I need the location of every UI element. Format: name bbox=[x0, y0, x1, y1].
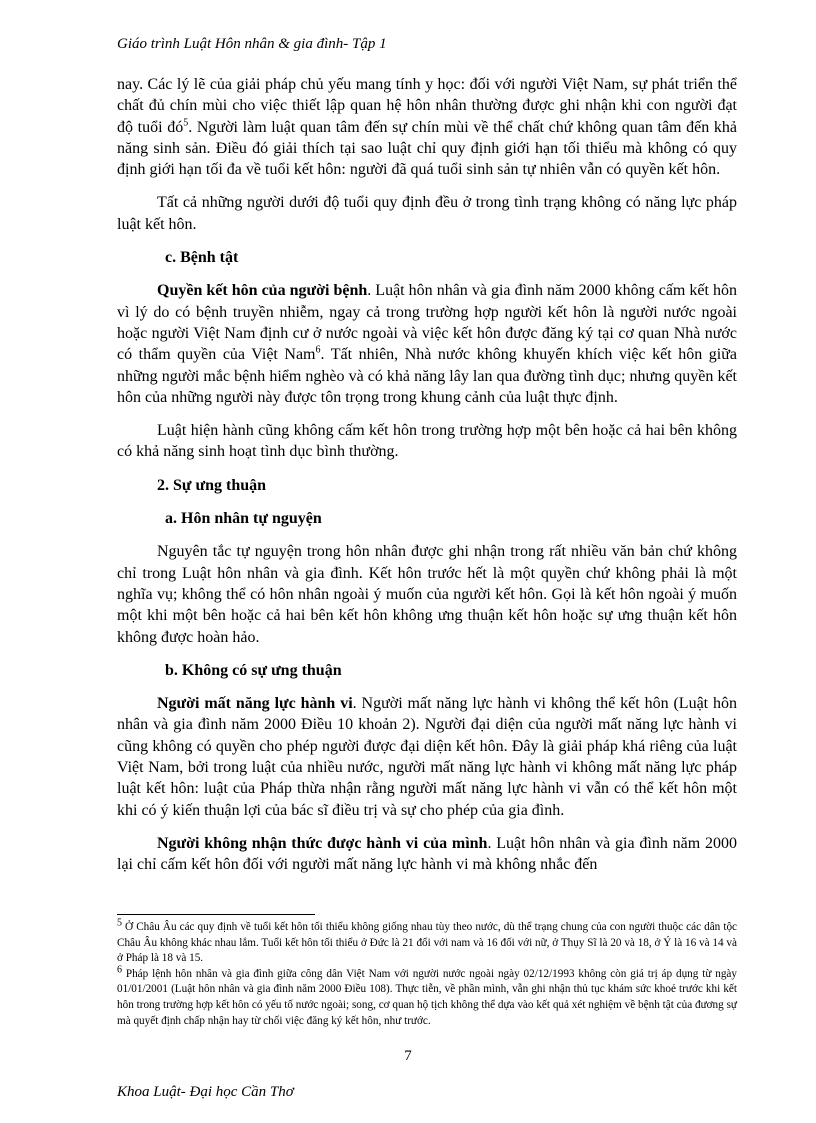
paragraph-age-limit: Tất cả những người dưới độ tuổi quy định đều ở trong tình trạng không có năng lực pháp luật kết hôn. bbox=[117, 194, 737, 233]
paragraph-voluntary: Nguyên tắc tự nguyện trong hôn nhân được ghi nhận trong rất nhiều văn bản chứ không chỉ trong Luật hôn nhân và gia đình. Kết hôn trước hết là một quyền chứ không phải là một nghĩa vụ; không thể có hôn nhân ngoài ý muốn của người kết hôn. Gọi là kết hôn ngoài ý muốn một khi một bên hoặc cả hai bên kết hôn không ưng thuận kết hôn hoặc sự ưng thuận kết hôn không được hoàn hảo. bbox=[117, 543, 737, 646]
footnote-ref-5[interactable]: 5 bbox=[183, 117, 189, 129]
paragraph-lead: Người mất năng lực hành vi bbox=[157, 695, 353, 713]
footnote-divider bbox=[117, 914, 315, 915]
paragraph-incapacity: Người mất năng lực hành vi. Người mất năng lực hành vi không thể kết hôn (Luật hôn nhân và gia đình năm 2000 Điều 10 khoản 2). Người đại diện của người mất năng lực hành vi cũng không có quyền cho phép người được đại diện kết hôn. Đây là giải pháp khá riêng của luật Việt Nam, bởi trong luật của nhiều nước, người mất năng lực hành vi không mất năng lực pháp luật kết hôn: luật của Pháp thừa nhận rằng người mất năng lực hành vi vẫn có thể kết hôn một khi có ý kiến thuận lợi của bác sĩ điều trị và sự cho phép của gia đình. bbox=[117, 695, 738, 819]
paragraph-lead: Người không nhận thức được hành vi của mình bbox=[157, 834, 488, 852]
running-footer: Khoa Luật- Đại học Cần Thơ bbox=[117, 1084, 294, 1100]
heading-2-su-ung-thuan: 2. Sự ưng thuận bbox=[157, 476, 267, 494]
footnote-5: $^5$ Ở Châu Âu các quy định về tuổi kết hôn tối thiểu không giống nhau tùy theo nước, dù thể trạng chung của con người thuộc các dân tộc Châu Âu không khác nhau lắm. Tuổi kết hôn tối thiểu ở Đức là 21 đối với nam và 16 đối với nữ, ở Thụy Sĩ là 20 và 18, ở Ý là 16 và 14 và ở Pháp là 18 và 15. bbox=[117, 917, 737, 965]
footnote-ref-6[interactable]: 6 bbox=[315, 344, 321, 356]
paragraph-lead: Quyền kết hôn của người bệnh bbox=[157, 282, 368, 300]
footnotes bbox=[117, 917, 737, 1029]
page-number: 7 bbox=[404, 1048, 412, 1064]
heading-a-hon-nhan-tu-nguyen: a. Hôn nhân tự nguyện bbox=[165, 510, 322, 528]
paragraph-sick-person: Quyền kết hôn của người bệnh. Luật hôn nhân và gia đình năm 2000 không cấm kết hôn vì lý do có bệnh truyền nhiễm, ngay cả trong trường hợp người kết hôn là người nước ngoài hoặc người Việt Nam định cư ở nước ngoài và việc kết hôn được đăng ký tại cơ quan Nhà nước có thẩm quyền của Việt Nam$^6$. Tất nhiên, Nhà nước không khuyến khích việc kết hôn giữa những người mắc bệnh hiểm nghèo và có khả năng lây lan qua đường tình dục; nhưng quyền kết hôn của những người này được tôn trọng trong khung cảnh của luật thực định. bbox=[117, 282, 738, 406]
paragraph-unaware: Người không nhận thức được hành vi của mình. Luật hôn nhân và gia đình năm 2000 lại chỉ cấm kết hôn đối với người mất năng lực hành vi mà không nhắc đến bbox=[117, 834, 738, 874]
running-header: Giáo trình Luật Hôn nhân & gia đình- Tập 1 bbox=[117, 36, 387, 52]
paragraph-sexual-ability: Luật hiện hành cũng không cấm kết hôn trong trường hợp một bên hoặc cả hai bên không có khả năng sinh hoạt tình dục bình thường. bbox=[117, 422, 737, 461]
heading-b-khong-ung-thuan: b. Không có sự ưng thuận bbox=[165, 661, 342, 679]
heading-c-benh-tat: c. Bệnh tật bbox=[165, 249, 239, 267]
body-text bbox=[117, 74, 737, 888]
footnote-6: $^6$ Pháp lệnh hôn nhân và gia đình giữa công dân Việt Nam với người nước ngoài ngày 02/12/1993 không còn giá trị áp dụng từ ngày 01/01/2001 (Luật hôn nhân và gia đình năm 2000 Điều 108). Thực tiễn, về phần mình, vẫn ghi nhận thủ tục khám sức khoẻ trước khi kết hôn trong trường hợp kết hôn có yếu tố nước ngoài; song, cơ quan hộ tịch không thể dựa vào kết quả xét nghiệm về bệnh tật của đương sự mà quyết định chấp nhận hay từ chối việc đăng ký kết hôn, như trước. bbox=[117, 964, 737, 1027]
paragraph-continuation: nay. Các lý lẽ của giải pháp chủ yếu mang tính y học: đối với người Việt Nam, sự phát triển thể chất đủ chín mùi cho việc thiết lập quan hệ hôn nhân thường được ghi nhận khi con người đạt độ tuổi $đó^5$. Người làm luật quan tâm đến sự chín mùi về thể chất chứ không quan tâm đến khả năng sinh sản. Điều đó giải thích tại sao luật chỉ quy định giới hạn tối thiểu mà không có quy định giới hạn tối đa về tuổi kết hôn: người đã quá tuổi sinh sản tự nhiên vẫn có quyền kết hôn. bbox=[117, 76, 738, 179]
